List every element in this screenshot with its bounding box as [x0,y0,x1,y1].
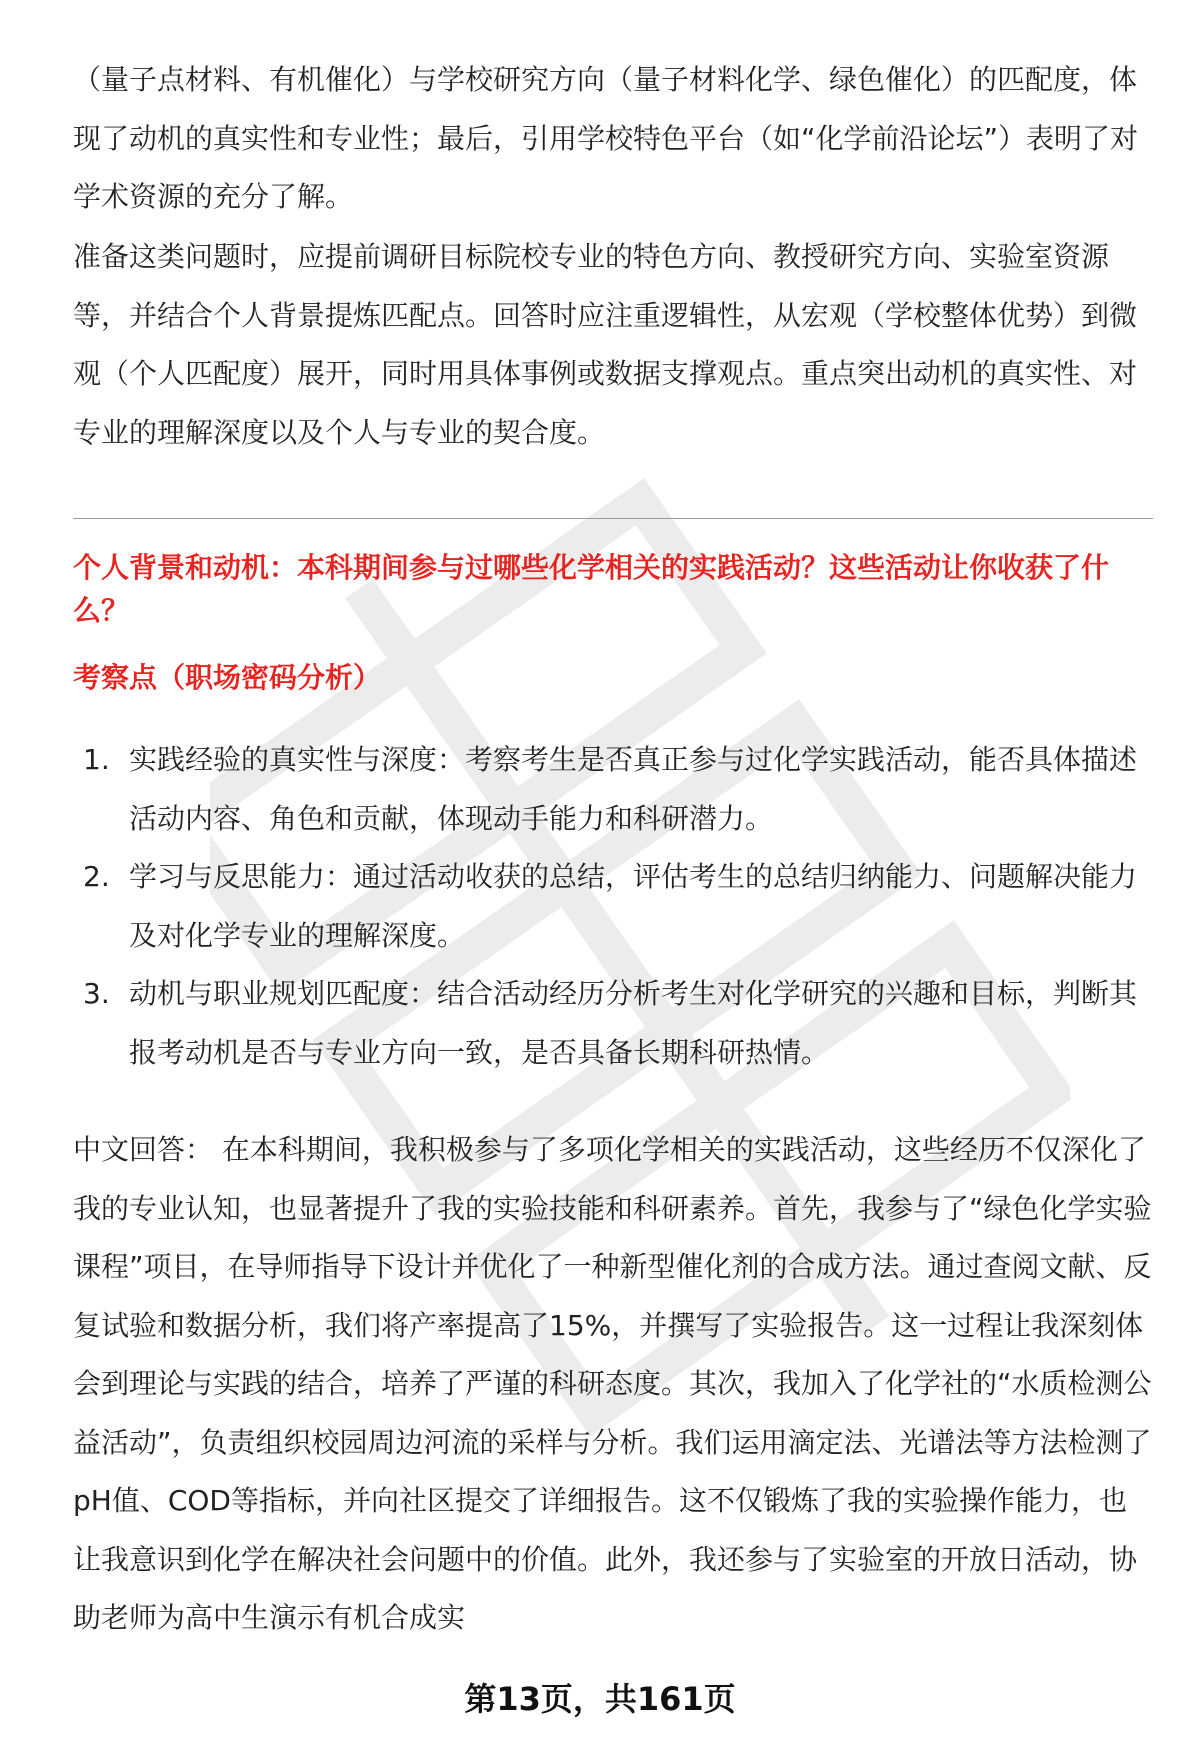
preparation-paragraph: 准备这类问题时，应提前调研目标院校专业的特色方向、教授研究方向、实验室资源等，并结合个人背景提炼匹配点。回答时应注重逻辑性，从宏观（学校整体优势）到微观（个人匹配度）展开，同时用具体事例或数据支撑观点。重点突出动机的真实性、对专业的理解深度以及个人与专业的契合度。 [73,240,1138,449]
section-divider [73,518,1153,519]
assessment-item [73,848,1153,965]
question-heading: 个人背景和动机：本科期间参与过哪些化学相关的实践活动？这些活动让你收获了什么？ [73,551,1110,627]
assessment-item-text: 实践经验的真实性与深度：考察考生是否真正参与过化学实践活动，能否具体描述活动内容、角色和贡献，体现动手能力和科研潜力。 [129,743,1138,835]
page-number: 第13页，共161页 [464,1680,736,1718]
assessment-list [73,731,1153,1082]
assessment-item [73,731,1153,848]
assessment-item-text: 学习与反思能力：通过活动收获的总结，评估考生的总结归纳能力、问题解决能力及对化学专业的理解深度。 [129,860,1138,952]
answer-paragraph: 中文回答： 在本科期间，我积极参与了多项化学相关的实践活动，这些经历不仅深化了我的专业认知，也显著提升了我的实验技能和科研素养。首先，我参与了“绿色化学实验课程”项目，在导师指导下设计并优化了一种新型催化剂的合成方法。通过查阅文献、反复试验和数据分析，我们将产率提高了15%，并撰写了实验报告。这一过程让我深刻体会到理论与实践的结合，培养了严谨的科研态度。其次，我加入了化学社的“水质检测公益活动”，负责组织校园周边河流的采样与分析。我们运用滴定法、光谱法等方法检测了pH值、COD等指标，并向社区提交了详细报告。这不仅锻炼了我的实验操作能力，也让我意识到化学在解决社会问题中的价值。此外，我还参与了实验室的开放日活动，协助老师为高中生演示有机合成实 [73,1133,1152,1634]
assessment-item-number: 2. [83,860,110,893]
assessment-item [73,965,1153,1082]
assessment-title: 考察点（职场密码分析） [73,661,382,694]
assessment-item-number: 3. [83,977,110,1010]
assessment-item-number: 1. [83,743,110,776]
assessment-item-text: 动机与职业规划匹配度：结合活动经历分析考生对化学研究的兴趣和目标，判断其报考动机是否与专业方向一致，是否具备长期科研热情。 [129,977,1138,1069]
intro-paragraph: （量子点材料、有机催化）与学校研究方向（量子材料化学、绿色催化）的匹配度，体现了动机的真实性和专业性；最后，引用学校特色平台（如“化学前沿论坛”）表明了对学术资源的充分了解。 [73,63,1139,213]
